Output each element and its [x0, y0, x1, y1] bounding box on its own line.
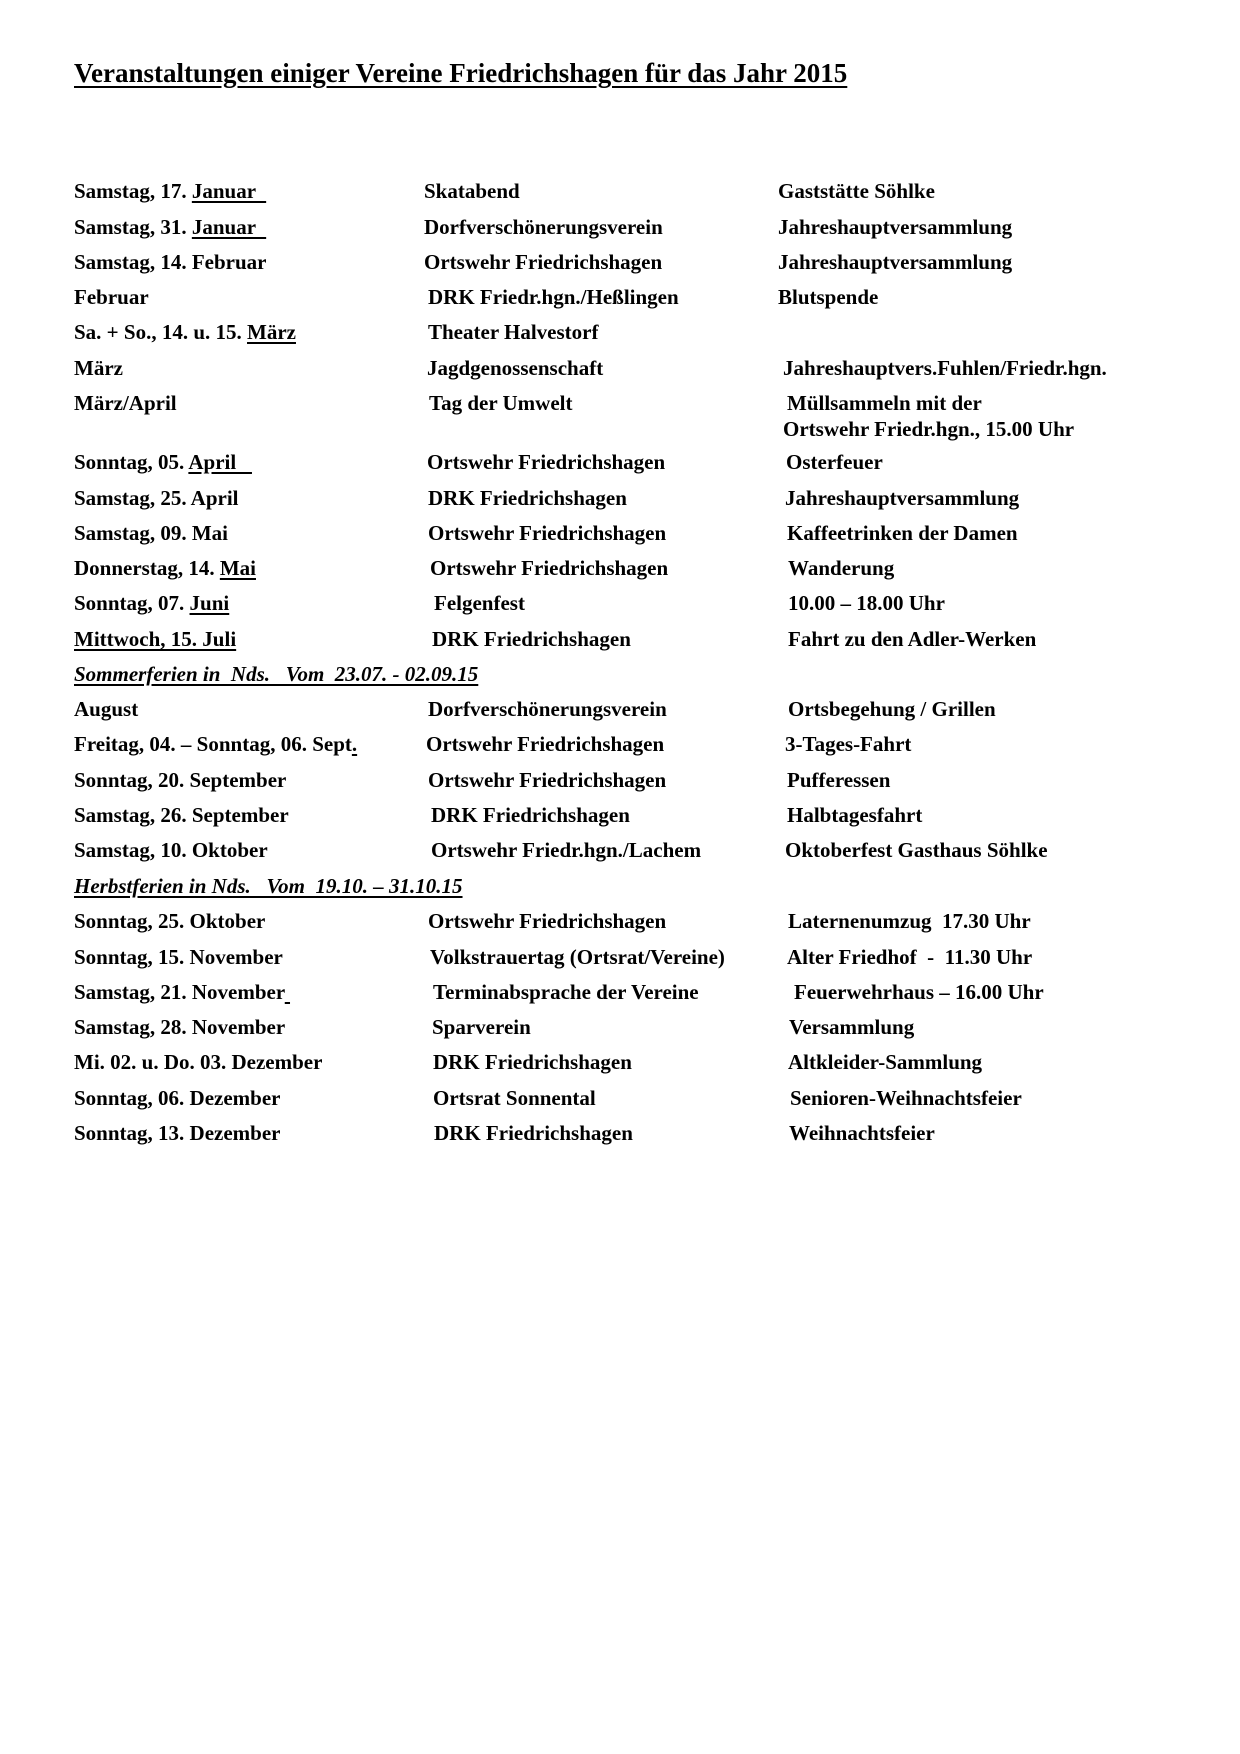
event-description-text: Halbtagesfahrt — [787, 803, 923, 827]
event-description-text: Ortsbegehung / Grillen — [788, 697, 996, 721]
event-description — [788, 696, 996, 722]
event-date-text: Februar — [74, 285, 149, 309]
event-date-text: Samstag, 21. November — [74, 980, 285, 1004]
event-description-text: Jahreshauptvers.Fuhlen/Friedr.hgn. — [783, 356, 1107, 380]
event-organizer: DRK Friedrichshagen — [432, 627, 631, 651]
event-date-text: Samstag, 28. November — [74, 1015, 286, 1039]
event-date-text: Samstag, 10. Oktober — [74, 838, 268, 862]
event-description-text: Alter Friedhof - 11.30 Uhr — [787, 945, 1033, 969]
event-date — [74, 1120, 280, 1146]
event-description — [783, 355, 1107, 381]
event-description-text: Weihnachtsfeier — [789, 1121, 935, 1145]
event-description — [788, 590, 945, 616]
event-date-text: März/April — [74, 391, 177, 415]
event-description-text: Versammlung — [789, 1015, 915, 1039]
event-date — [74, 284, 149, 310]
event-date — [74, 555, 256, 581]
event-organizer: Jagdgenossenschaft — [427, 356, 604, 380]
event-description-text: Gaststätte Söhlke — [778, 179, 935, 203]
event-date — [74, 355, 123, 381]
event-description — [778, 214, 1012, 240]
event-description — [785, 485, 1019, 511]
event-date-text: August — [74, 697, 139, 721]
event-date-text: Samstag, 31. — [74, 215, 192, 239]
event-description — [787, 520, 1018, 546]
event-description-text: Osterfeuer — [786, 450, 883, 474]
event-description — [783, 390, 1075, 442]
event-date-underlined: April — [188, 450, 252, 474]
event-organizer: DRK Friedrichshagen — [434, 1121, 633, 1145]
event-description — [786, 449, 883, 475]
event-description — [778, 178, 935, 204]
event-date-text: Freitag, 04. – Sonntag, 06. Sept — [74, 732, 352, 756]
event-description — [787, 802, 922, 828]
event-organizer: Ortswehr Friedrichshagen — [428, 909, 667, 933]
event-organizer: DRK Friedrichshagen — [428, 486, 627, 510]
event-description — [789, 1120, 935, 1146]
event-description — [787, 944, 1032, 970]
event-description-text: Blutspende — [778, 285, 879, 309]
event-date — [74, 767, 286, 793]
event-date-text: Sa. + So., 14. u. 15. — [74, 320, 248, 344]
event-date-text: Sonntag, 25. Oktober — [74, 909, 266, 933]
autumn-holiday-note: Herbstferien in Nds. Vom 19.10. – 31.10.15 — [74, 874, 463, 898]
event-date — [74, 390, 177, 416]
event-date — [74, 485, 239, 511]
event-date-text: Sonntag, 05. — [74, 450, 189, 474]
event-description-text: Fahrt zu den Adler-Werken — [788, 627, 1037, 651]
event-date-text: Samstag, 26. September — [74, 803, 289, 827]
event-description-text: Müllsammeln mit der — [787, 391, 982, 415]
event-organizer: Volkstrauertag (Ortsrat/Vereine) — [430, 945, 725, 969]
event-organizer: Ortswehr Friedrichshagen — [428, 521, 667, 545]
event-description — [778, 284, 878, 310]
event-description-text: Oktoberfest Gasthaus Söhlke — [785, 838, 1048, 862]
event-description — [788, 626, 1036, 652]
event-date-underlined: Mai — [219, 556, 256, 580]
event-description-text: 10.00 – 18.00 Uhr — [788, 591, 945, 615]
event-date-text: März — [74, 356, 123, 380]
event-organizer: Tag der Umwelt — [429, 391, 573, 415]
event-date-underlined: Januar — [191, 215, 267, 239]
event-description-text: Jahreshauptversammlung — [778, 250, 1013, 274]
event-date-underlined: März — [247, 320, 296, 344]
event-organizer: Dorfverschönerungsverein — [428, 697, 667, 721]
event-date — [74, 590, 229, 616]
event-date — [74, 731, 357, 757]
event-organizer: Ortswehr Friedrichshagen — [426, 732, 665, 756]
event-date — [74, 449, 252, 475]
event-description-text: Kaffeetrinken der Damen — [787, 521, 1018, 545]
event-date-text: Donnerstag, 14. — [74, 556, 220, 580]
event-description-text: 3-Tages-Fahrt — [785, 732, 912, 756]
event-description — [790, 1085, 1022, 1111]
event-description-text: Altkleider-Sammlung — [788, 1050, 983, 1074]
event-date-text: Sonntag, 06. Dezember — [74, 1086, 281, 1110]
event-description-text: Senioren-Weihnachtsfeier — [790, 1086, 1022, 1110]
event-date-text: Samstag, 25. April — [74, 486, 239, 510]
event-date — [74, 520, 228, 546]
event-date-text: Samstag, 14. Februar — [74, 250, 267, 274]
event-description-text: Feuerwehrhaus – 16.00 Uhr — [794, 980, 1044, 1004]
event-organizer: Terminabsprache der Vereine — [433, 980, 699, 1004]
event-description-text: Laternenumzug 17.30 Uhr — [788, 909, 1031, 933]
event-date — [74, 1085, 280, 1111]
event-date — [74, 908, 265, 934]
event-organizer: Theater Halvestorf — [428, 320, 599, 344]
event-date — [74, 1049, 322, 1075]
event-organizer: Ortsrat Sonnental — [433, 1086, 596, 1110]
event-date — [74, 319, 296, 345]
event-organizer: Ortswehr Friedrichshagen — [424, 250, 663, 274]
event-date-text: Samstag, 17. — [74, 179, 192, 203]
event-date-underlined: Januar — [191, 179, 267, 203]
event-date — [74, 249, 267, 275]
event-description — [789, 1014, 914, 1040]
event-date — [74, 979, 290, 1005]
event-date-text: Sonntag, 20. September — [74, 768, 287, 792]
event-description-text: Jahreshauptversammlung — [778, 215, 1013, 239]
event-date — [74, 696, 138, 722]
event-description — [785, 837, 1048, 863]
event-date — [74, 837, 268, 863]
event-organizer: DRK Friedrichshagen — [431, 803, 630, 827]
event-date — [74, 944, 283, 970]
event-description-line2: Ortswehr Friedr.hgn., 15.00 Uhr — [783, 417, 1075, 441]
event-date-text: Samstag, 09. Mai — [74, 521, 228, 545]
event-date-text: Sonntag, 07. — [74, 591, 190, 615]
event-organizer: Ortswehr Friedr.hgn./Lachem — [431, 838, 702, 862]
event-description — [787, 767, 890, 793]
event-organizer: Skatabend — [424, 179, 520, 203]
event-date-text: Sonntag, 15. November — [74, 945, 283, 969]
event-date-underlined: Mittwoch, 15. Juli — [74, 627, 237, 651]
event-date — [74, 802, 289, 828]
event-description — [788, 908, 1031, 934]
event-organizer: Ortswehr Friedrichshagen — [427, 450, 666, 474]
event-date — [74, 214, 266, 240]
event-date-text: Mi. 02. u. Do. 03. Dezember — [74, 1050, 323, 1074]
event-description-text: Jahreshauptversammlung — [785, 486, 1020, 510]
page-title: Veranstaltungen einiger Vereine Friedrichshagen für das Jahr 2015 — [74, 58, 848, 88]
event-description-text: Wanderung — [788, 556, 895, 580]
event-description-text: Pufferessen — [787, 768, 891, 792]
event-date — [74, 178, 266, 204]
event-description — [794, 979, 1044, 1005]
event-organizer: Ortswehr Friedrichshagen — [430, 556, 669, 580]
event-organizer: Sparverein — [432, 1015, 531, 1039]
event-date — [74, 1014, 285, 1040]
event-description — [785, 731, 911, 757]
event-organizer: Ortswehr Friedrichshagen — [428, 768, 667, 792]
event-date-underlined: Juni — [189, 591, 230, 615]
event-description — [788, 555, 894, 581]
event-organizer: Felgenfest — [434, 591, 525, 615]
event-organizer: Dorfverschönerungsverein — [424, 215, 663, 239]
event-organizer: DRK Friedrichshagen — [433, 1050, 632, 1074]
event-date — [74, 626, 236, 652]
event-date-underlined: . — [351, 732, 358, 756]
summer-holiday-note: Sommerferien in Nds. Vom 23.07. - 02.09.15 — [74, 662, 479, 686]
event-description — [788, 1049, 982, 1075]
event-date-text: Sonntag, 13. Dezember — [74, 1121, 281, 1145]
event-description — [778, 249, 1012, 275]
event-organizer: DRK Friedr.hgn./Heßlingen — [428, 285, 679, 309]
event-date-underlined — [285, 980, 290, 1004]
